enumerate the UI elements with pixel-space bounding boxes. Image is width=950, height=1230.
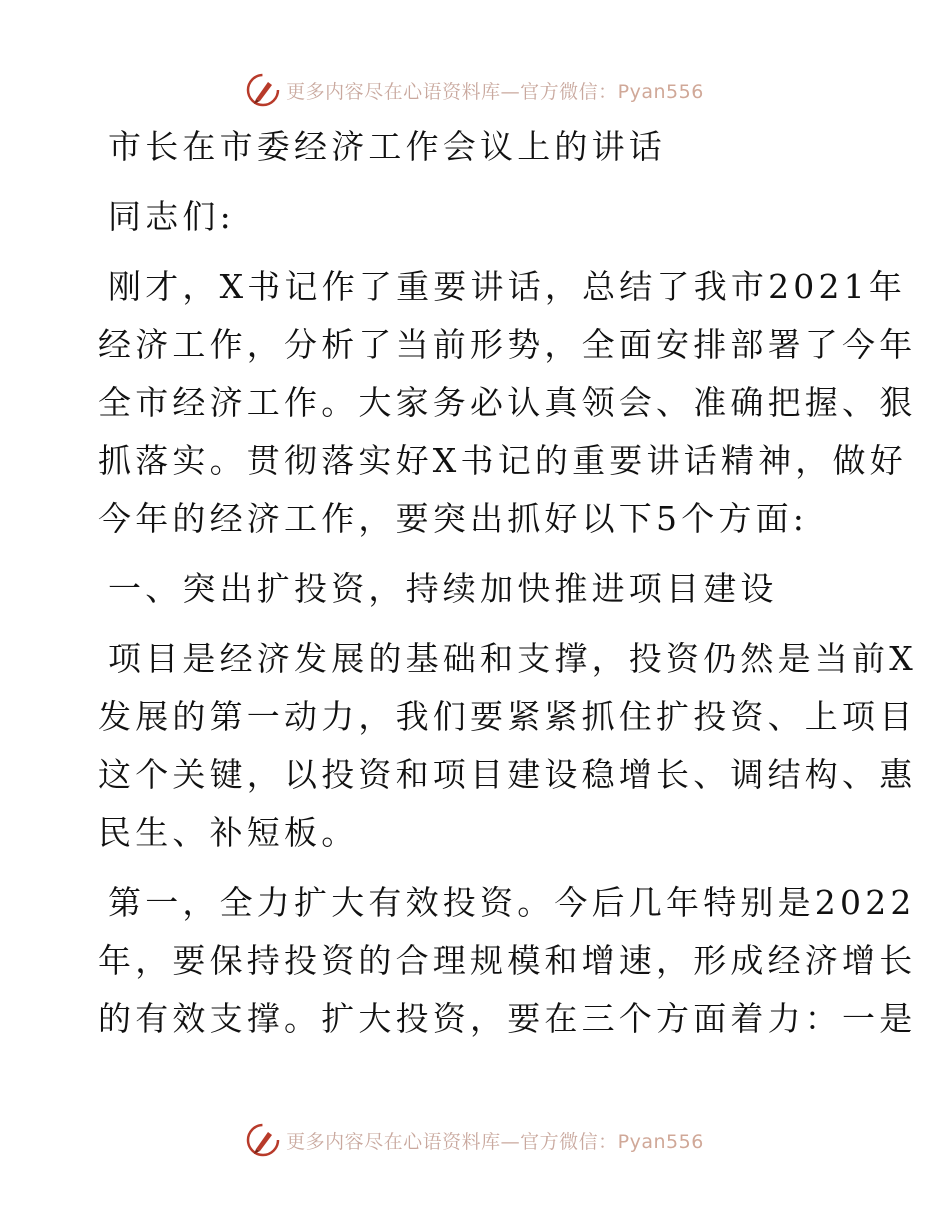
paragraph-line: 今年的经济工作，要突出抓好以下5个方面:: [98, 499, 809, 538]
header-banner: [0, 70, 950, 110]
greeting: 同志们:: [108, 197, 235, 236]
document-title: 市长在市委经济工作会议上的讲话: [108, 127, 666, 166]
banner-text: 更多内容尽在心语资料库—官方微信：Pyan556: [286, 1130, 704, 1153]
wechat-id: Pyan556: [617, 1130, 704, 1153]
pen-logo-icon: [246, 1123, 280, 1157]
paragraph-line: 的有效支撑。扩大投资，要在三个方面着力：一是: [98, 999, 917, 1038]
paragraph-1: [98, 258, 917, 548]
paragraph-line: 民生、补短板。: [98, 813, 359, 852]
paragraph-line: 这个关键，以投资和项目建设稳增长、调结构、惠: [98, 755, 917, 794]
footer-banner: [0, 1120, 950, 1160]
paragraph-2: [98, 630, 917, 862]
paragraph-line: 抓落实。贯彻落实好X书记的重要讲话精神，做好: [98, 441, 907, 480]
paragraph-line: 全市经济工作。大家务必认真领会、准确把握、狠: [98, 383, 917, 422]
section-heading: 一、突出扩投资，持续加快推进项目建设: [108, 569, 778, 608]
paragraph-line: 年，要保持投资的合理规模和增速，形成经济增长: [98, 941, 917, 980]
paragraph-3: [98, 874, 917, 1048]
document-body: [98, 118, 917, 1048]
paragraph-line: 刚才，X书记作了重要讲话，总结了我市2021年: [108, 267, 907, 306]
paragraph-line: 经济工作，分析了当前形势，全面安排部署了今年: [98, 325, 917, 364]
paragraph-line: 第一，全力扩大有效投资。今后几年特别是2022: [108, 883, 916, 922]
banner-text: 更多内容尽在心语资料库—官方微信：Pyan556: [286, 80, 704, 103]
paragraph-line: 项目是经济发展的基础和支撑，投资仍然是当前X: [108, 639, 917, 678]
pen-logo-icon: [246, 73, 280, 107]
paragraph-line: 发展的第一动力，我们要紧紧抓住扩投资、上项目: [98, 697, 917, 736]
wechat-id: Pyan556: [617, 80, 704, 103]
